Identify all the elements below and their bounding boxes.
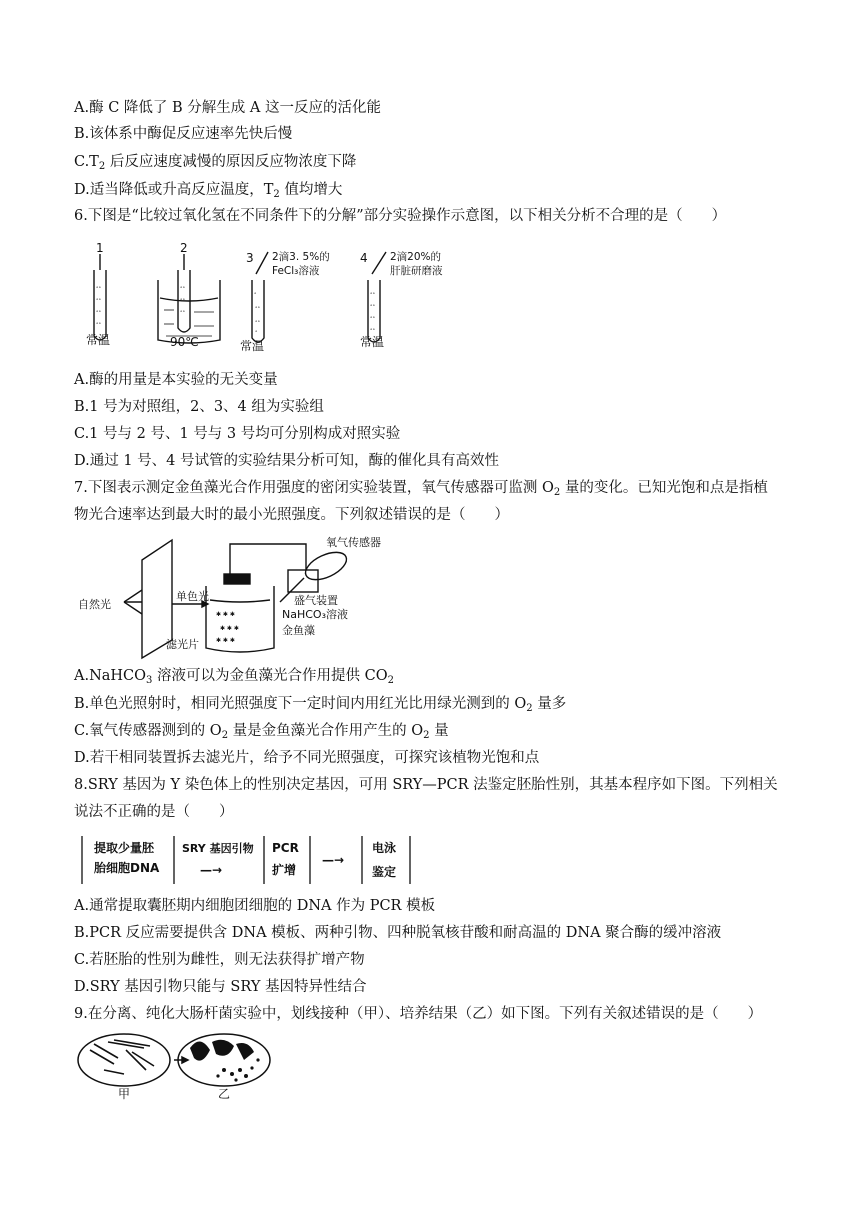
svg-text:✱ ✱ ✱: ✱ ✱ ✱ (220, 625, 239, 632)
svg-text:°°: °° (255, 306, 260, 312)
q8-stem-line2: 说法不正确的是（ ） (74, 804, 234, 820)
svg-text:FeCl₃溶液: FeCl₃溶液 (272, 265, 320, 277)
tube-1-number: 1 (96, 241, 104, 255)
q6-option-d: D.通过 1 号、4 号试管的实验结果分析可知，酶的催化具有高效性 (74, 453, 499, 469)
q6-option-b: B.1 号为对照组，2、3、4 组为实验组 (74, 399, 324, 415)
svg-text:°°: °° (96, 298, 101, 304)
svg-text:°°: °° (96, 286, 101, 292)
q6-option-c: C.1 号与 2 号、1 号与 3 号均可分别构成对照实验 (74, 426, 401, 442)
tube-4-number: 4 (360, 251, 368, 265)
q7-option-d: D.若干相同装置拆去滤光片，给予不同光照强度，可探究该植物光饱和点 (74, 750, 540, 766)
q7-figure-apparatus (74, 530, 404, 660)
svg-text:°°: °° (180, 286, 185, 292)
svg-text:自然光: 自然光 (78, 598, 111, 611)
svg-text:金鱼藻: 金鱼藻 (282, 624, 315, 637)
svg-text:肝脏研磨液: 肝脏研磨液 (390, 265, 443, 277)
svg-text:常温: 常温 (240, 339, 265, 353)
svg-text:鉴定: 鉴定 (372, 865, 397, 879)
svg-text:SRY 基因引物: SRY 基因引物 (182, 842, 254, 855)
svg-text:°°: °° (370, 292, 375, 298)
q7-stem-line2: 物光合速率达到最大时的最小光照强度。下列叙述错误的是（ ） (74, 507, 509, 523)
svg-text:乙: 乙 (218, 1087, 231, 1100)
q8-figure-flowchart (74, 830, 424, 890)
tube-2-number: 2 (180, 241, 188, 255)
q8-stem-line1: 8.SRY 基因为 Y 染色体上的性别决定基因，可用 SRY—PCR 法鉴定胚胎性别，其基本程序如下图。下列相关 (74, 777, 778, 793)
q7-option-c: C.氧气传感器测到的 $O_2$ 量是金鱼藻光合作用产生的 $O_2$ 量 (74, 723, 449, 741)
q7-option-b: B.单色光照射时，相同光照强度下一定时间内用红光比用绿光测到的 $O_2$ 量多 (74, 696, 567, 714)
svg-text:2滴20%的: 2滴20%的 (390, 251, 442, 263)
svg-text:—→: —→ (322, 853, 345, 867)
svg-text:甲: 甲 (118, 1087, 131, 1100)
q6-figure-test-tubes (74, 240, 494, 355)
q5-option-a: A.酶 C 降低了 B 分解生成 A 这一反应的活化能 (74, 100, 381, 116)
q6-stem: 6.下图是“比较过氧化氢在不同条件下的分解”部分实验操作示意图，以下相关分析不合理的是（ ） (74, 208, 727, 224)
svg-text:胎细胞DNA: 胎细胞DNA (94, 861, 160, 875)
svg-text:°: ° (255, 330, 258, 336)
tube-3-number: 3 (246, 251, 254, 265)
q5-option-d: D.适当降低或升高反应温度，$T_2$ 值均增大 (74, 182, 343, 200)
q7-option-a: A.NaHCO$_3$ 溶液可以为金鱼藻光合作用提供 $CO_2$ (74, 668, 394, 686)
q6-option-a: A.酶的用量是本实验的无关变量 (74, 372, 278, 388)
svg-text:常温: 常温 (86, 333, 111, 347)
svg-text:2滴3. 5%的: 2滴3. 5%的 (272, 251, 330, 263)
svg-text:盛气装置: 盛气装置 (294, 594, 338, 607)
svg-text:滤光片: 滤光片 (166, 638, 199, 651)
q7-stem-line1: 7.下图表示测定金鱼藻光合作用强度的密闭实验装置，氧气传感器可监测 $O_2$ 量的变化。已知光饱和点是指植 (74, 480, 768, 498)
svg-text:✱ ✱ ✱: ✱ ✱ ✱ (216, 611, 235, 618)
svg-text:°°: °° (370, 316, 375, 322)
svg-text:90℃: 90℃ (170, 335, 199, 349)
svg-text:°°: °° (370, 328, 375, 334)
svg-text:✱ ✱ ✱: ✱ ✱ ✱ (216, 637, 235, 644)
svg-text:氧气传感器: 氧气传感器 (326, 536, 381, 549)
svg-text:NaHCO₃溶液: NaHCO₃溶液 (282, 608, 348, 621)
svg-text:电泳: 电泳 (372, 841, 397, 855)
q5-option-b: B.该体系中酶促反应速率先快后慢 (74, 126, 293, 142)
svg-text:°°: °° (180, 310, 185, 316)
q8-option-d: D.SRY 基因引物只能与 SRY 基因特异性结合 (74, 979, 367, 995)
svg-text:提取少量胚: 提取少量胚 (94, 841, 155, 855)
q8-option-b: B.PCR 反应需要提供含 DNA 模板、两种引物、四种脱氧核苷酸和耐高温的 DNA 聚合酶的缓冲溶液 (74, 925, 722, 941)
svg-text:单色光: 单色光 (176, 590, 209, 603)
q9-figure-petri-dishes (74, 1030, 284, 1100)
q5-option-c: $C.T_2$ 后反应速度减慢的原因反应物浓度下降 (74, 154, 357, 172)
svg-text:—→: —→ (200, 863, 223, 877)
svg-text:扩增: 扩增 (272, 863, 297, 877)
svg-text:°°: °° (96, 310, 101, 316)
svg-text:°: ° (254, 292, 257, 298)
q9-stem: 9.在分离、纯化大肠杆菌实验中，划线接种（甲）、培养结果（乙）如下图。下列有关叙述错误的是（ ） (74, 1006, 763, 1022)
q8-option-c: C.若胚胎的性别为雌性，则无法获得扩增产物 (74, 952, 365, 968)
svg-text:°°: °° (370, 304, 375, 310)
svg-text:°°: °° (255, 320, 260, 326)
svg-text:PCR: PCR (272, 841, 299, 855)
q8-option-a: A.通常提取囊胚期内细胞团细胞的 DNA 作为 PCR 模板 (74, 898, 436, 914)
svg-text:常温: 常温 (360, 335, 385, 349)
svg-text:°°: °° (96, 322, 101, 328)
svg-text:°°: °° (180, 298, 185, 304)
